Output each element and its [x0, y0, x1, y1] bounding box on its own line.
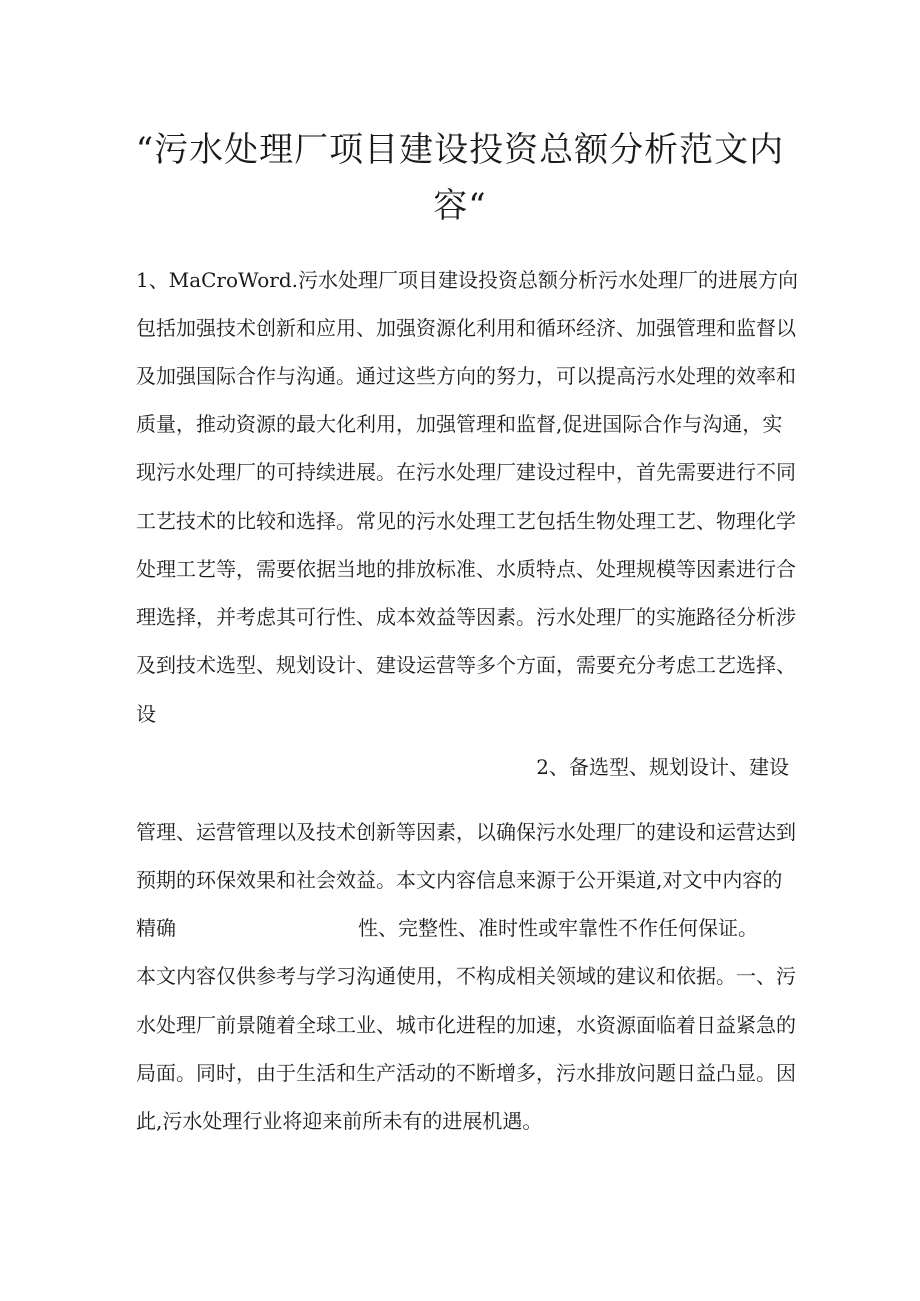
paragraph-line: 局面。同时，由于生活和生产活动的不断增多，污水排放问题日益凸显。因 [136, 1061, 796, 1085]
document-title-line-2: 容“ [433, 186, 487, 226]
paragraph-line: 管理、运营管理以及技术创新等因素，以确保污水处理厂的建设和运营达到 [136, 820, 796, 844]
paragraph-line: 预期的环保效果和社会效益。本文内容信息来源于公开渠道,对文中内容的 [136, 868, 783, 892]
paragraph-line-split [136, 918, 758, 938]
paragraph-line: 工艺技术的比较和选择。常见的污水处理工艺包括生物处理工艺、物理化学 [136, 509, 796, 533]
paragraph-line-right-aligned: 2、备选型、规划设计、建设 [536, 755, 789, 779]
paragraph-line: 及加强国际合作与沟通。通过这些方向的努力，可以提高污水处理的效率和 [136, 364, 796, 388]
paragraph-line: 此,污水处理行业将迎来前所未有的进展机遇。 [136, 1109, 543, 1133]
document-title-line-1: “污水处理厂项目建设投资总额分析范文内 [135, 130, 785, 170]
paragraph-line: 现污水处理厂的可持续进展。在污水处理厂建设过程中，首先需要进行不同 [136, 460, 796, 484]
paragraph-line: 理选择，并考虑其可行性、成本效益等因素。污水处理厂的实施路径分析涉 [136, 605, 796, 629]
paragraph-line: 及到技术选型、规划设计、建设运营等多个方面，需要充分考虑工艺选择、 [136, 653, 796, 677]
paragraph-line: 1、MaCroWord.污水处理厂项目建设投资总额分析污水处理厂的进展方向 [136, 268, 798, 292]
paragraph-line: 设 [136, 702, 156, 726]
paragraph-line: 处理工艺等，需要依据当地的排放标准、水质特点、处理规模等因素进行合 [136, 557, 796, 581]
paragraph-line: 本文内容仅供参考与学习沟通使用，不构成相关领域的建议和依据。一、污 [136, 964, 796, 988]
paragraph-line: 包括加强技术创新和应用、加强资源化利用和循环经济、加强管理和监督以 [136, 316, 796, 340]
paragraph-fragment-right: 性、完整性、准时性或牢靠性不作任何保证。 [358, 916, 758, 940]
paragraph-fragment-left: 精确 [136, 916, 176, 940]
paragraph-line: 水处理厂前景随着全球工业、城市化进程的加速，水资源面临着日益紧急的 [136, 1013, 796, 1037]
paragraph-line: 质量，推动资源的最大化利用，加强管理和监督,促进国际合作与沟通，实 [136, 412, 783, 436]
